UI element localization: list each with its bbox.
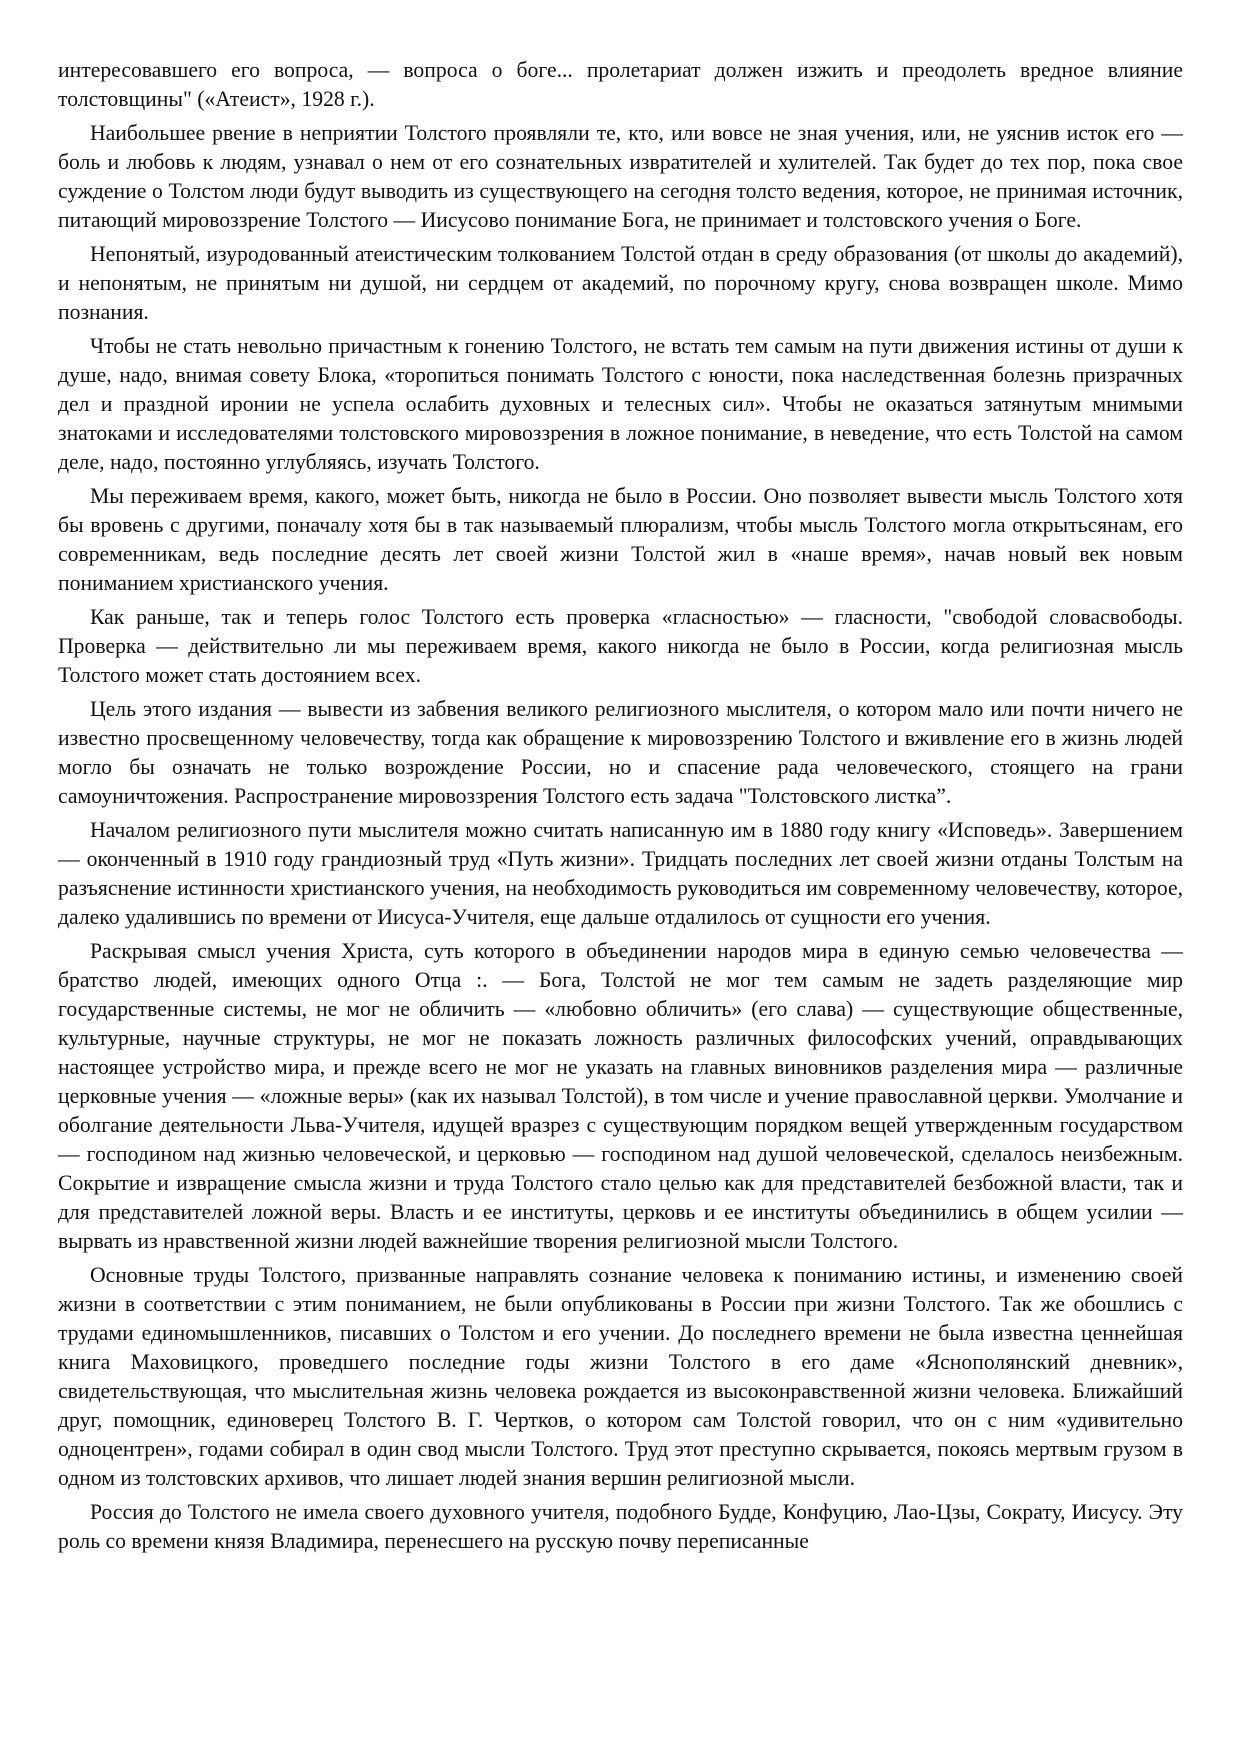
paragraph-1: интересовавшего его вопроса, — вопроса о боге... пролетариат должен изжить и преодолеть вредное влияние толстовщины" («Атеист», 1928 г.). [58, 58, 1183, 111]
paragraph-4: Чтобы не стать невольно причастным к гонению Толстого, не встать тем самым на пути движения истины от души к душе, надо, внимая совету Блока, «торопиться понимать Толстого с юности, пока наследственная болезнь призрачных дел и праздной иронии не успела ослабить духовных и телесных сил». Чтобы не оказаться затянутым мнимыми знатоками и исследователями толстовского мировоззрения в ложное понимание, в неведение, что есть Толстой на самом деле, надо, постоянно углубляясь, изучать Толстого. [58, 334, 1183, 474]
paragraph-11: Россия до Толстого не имела своего духовного учителя, подобного Будде, Конфуцию, Лао-Цзы, Сократу, Иисусу. Эту роль со времени князя Владимира, перенесшего на русскую почву переписанные [58, 1500, 1183, 1553]
paragraph-6: Как раньше, так и теперь голос Толстого есть проверка «гласностью» — гласности, "свободой словасвободы. Проверка — действительно ли мы переживаем время, какого никогда не было в России, когда религиозная мысль Толстого может стать достоянием всех. [58, 605, 1183, 687]
paragraph-8: Началом религиозного пути мыслителя можно считать написанную им в 1880 году книгу «Исповедь». Завершением — оконченный в 1910 году грандиозный труд «Путь жизни». Тридцать последних лет своей жизни отданы Толстым на разъяснение истинности христианского учения, на необходимость руководиться им современному человечеству, которое, далеко удалившись по времени от Иисуса-Учителя, еще дальше отдалилось от сущности его учения. [58, 818, 1183, 929]
paragraph-3: Непонятый, изуродованный атеистическим толкованием Толстой отдан в среду образования (от школы до академий), и непонятым, не принятым ни душой, ни сердцем от академий, по порочному кругу, снова возвращен школе. Мимо познания. [58, 242, 1183, 324]
paragraph-9: Раскрывая смысл учения Христа, суть которого в объединении народов мира в единую семью человечества — братство людей, имеющих одного Отца :. — Бога, Толстой не мог тем самым не задеть разделяющие мир государственные системы, не мог не обличить — «любовно обличить» (его слава) — существующие общественные, культурные, научные структуры, не мог не показать ложность различных философских учений, оправдывающих настоящее устройство мира, и прежде всего не мог не указать на главных виновников разделения мира — различные церковные учения — «ложные веры» (как их называл Толстой), в том числе и учение православной церкви. Умолчание и оболгание деятельности Льва-Учителя, идущей вразрез с существующим порядком вещей утвержденным государством — господином над жизнью человеческой, и церковью — господином над душой человеческой, сделалось неизбежным. Сокрытие и извращение смысла жизни и труда Толстого стало целью как для представителей безбожной власти, так и для представителей ложной веры. Власть и ее институты, церковь и ее институты объединились в общем усилии — вырвать из нравственной жизни людей важнейшие творения религиозной мысли Толстого. [58, 939, 1183, 1253]
paragraph-2: Наибольшее рвение в неприятии Толстого проявляли те, кто, или вовсе не зная учения, или, не уяснив исток его — боль и любовь к людям, узнавал о нем от его сознательных извратителей и хулителей. Так будет до тех пор, пока свое суждение о Толстом люди будут выводить из существующего на сегодня толсто ведения, которое, не принимая источник, питающий мировоззрение Толстого — Иисусово понимание Бога, не принимает и толстовского учения о Боге. [58, 121, 1183, 232]
paragraph-7: Цель этого издания — вывести из забвения великого религиозного мыслителя, о котором мало или почти ничего не известно просвещенному человечеству, тогда как обращение к мировоззрению Толстого и вживление его в жизнь людей могло бы означать не только возрождение России, но и спасение рада человеческого, стоящего на грани самоуничтожения. Распространение мировоззрения Толстого есть задача "Толстовского листка”. [58, 697, 1183, 808]
paragraph-5: Мы переживаем время, какого, может быть, никогда не было в России. Оно позволяет вывести мысль Толстого хотя бы вровень с другими, поначалу хотя бы в так называемый плюрализм, чтобы мысль Толстого могла открытьсянам, его современникам, ведь последние десять лет своей жизни Толстой жил в «наше время», начав новый век новым пониманием христианского учения. [58, 484, 1183, 595]
paragraph-10: Основные труды Толстого, призванные направлять сознание человека к пониманию истины, и изменению своей жизни в соответствии с этим пониманием, не были опубликованы в России при жизни Толстого. Так же обошлись с трудами единомышленников, писавших о Толстом и его учении. До последнего времени не была известна ценнейшая книга Маховицкого, проведшего последние годы жизни Толстого в его даме «Яснополянский дневник», свидетельствующая, что мыслительная жизнь человека рождается из высоконравственной жизни человека. Ближайший друг, помощник, единоверец Толстого В. Г. Чертков, о котором сам Толстой говорил, что он с ним «удивительно одноцентрен», годами собирал в один свод мысли Толстого. Труд этот преступно скрывается, покоясь мертвым грузом в одном из толстовских архивов, что лишает людей знания вершин религиозной мысли. [58, 1263, 1183, 1490]
